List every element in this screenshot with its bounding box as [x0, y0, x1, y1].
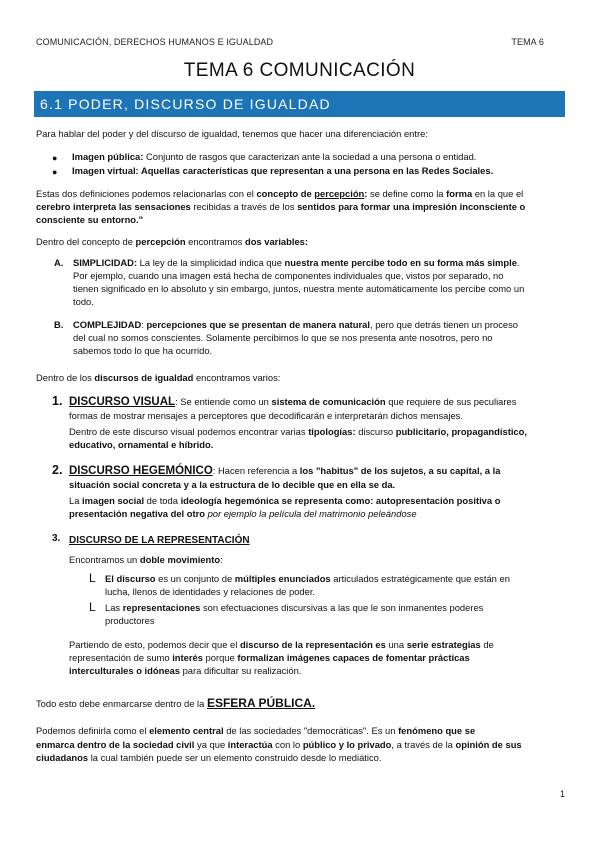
partiendo-line-3: interculturales o idóneas para dificultar su realización. — [69, 665, 302, 676]
complejidad-line-2: del cual no somos conscientes. Solamente percibimos lo que se nos presenta ante nosotros, pero no — [73, 332, 493, 343]
simplicidad-line-2: Por ejemplo, cuando una imagen está hecha de componentes individuales que, vistos por separado, no — [73, 270, 504, 281]
esfera-publica-line: Todo esto debe enmarcarse dentro de la ESFERA PÚBLICA. — [36, 696, 316, 710]
sub-item-discurso-line-1: El discurso es un conjunto de múltiples enunciados articulados estratégicamente que están en — [105, 573, 510, 584]
sub-item-representaciones-line-2: productores — [105, 615, 155, 626]
simplicidad-line-1: SIMPLICIDAD: La ley de la simplicidad indica que nuestra mente percibe todo en su forma más simple. — [73, 257, 520, 268]
sub-item-representaciones-line-1: Las representaciones son efectuaciones discursivas a las que le son inmanentes poderes — [105, 602, 484, 613]
discurso-number-1: 1. — [52, 394, 63, 408]
discurso-hegemonico-line-2: situación social concreta y a la estructura de lo decible que en ella se da. — [69, 479, 396, 490]
discurso-visual-line-3: Dentro de este discurso visual podemos encontrar varias tipologías: discurso publicitario, propagandístico, — [69, 426, 527, 437]
intro-paragraph: Para hablar del poder y del discurso de igualdad, tenemos que hacer una diferenciación entre: — [36, 128, 428, 139]
bullet-imagen-virtual: Imagen virtual: Aquellas características que representan a una persona en las Redes Sociales. — [72, 165, 494, 176]
discurso-number-3: 3. — [52, 533, 61, 544]
doble-movimiento-line: Encontramos un doble movimiento: — [69, 554, 223, 565]
discurso-visual-line-1: DISCURSO VISUAL: Se entiende como un sistema de comunicación que requiere de sus peculiares — [69, 396, 517, 408]
running-header-tema: TEMA 6 — [511, 37, 544, 47]
definition-line-3: consciente su entorno." — [36, 214, 144, 225]
discurso-representacion-title: DISCURSO DE LA REPRESENTACIÓN — [69, 535, 250, 546]
bullet-icon: ● — [52, 167, 58, 177]
bullet-icon: ● — [52, 153, 58, 163]
item-marker-b: B. — [54, 319, 64, 330]
discurso-hegemonico-line-4: presentación negativa del otro por ejemplo la película del matrimonio peleándose — [69, 508, 417, 519]
page-number: 1 — [559, 789, 565, 799]
final-line-3: ciudadanos la cual también puede ser un elemento construido desde lo mediático. — [36, 752, 382, 763]
simplicidad-line-3: tienen significado en lo absoluto y sin embargo, juntos, nuestra mente automáticamente los percibe como un — [73, 283, 525, 294]
bullet-imagen-publica: Imagen pública: Conjunto de rasgos que caracterizan ante la sociedad a una persona o entidad. — [72, 151, 477, 162]
page-title: TEMA 6 COMUNICACIÓN — [183, 60, 416, 81]
definition-line-1: Estas dos definiciones podemos relacionarlas con el concepto de percepción: se define como la forma en la que el — [36, 188, 524, 199]
partiendo-line-2: representación de sumo interés porque formalizan imágenes capaces de fomentar prácticas — [69, 652, 470, 663]
partiendo-line-1: Partiendo de esto, podemos decir que el discurso de la representación es una serie estrategias de — [69, 639, 494, 650]
discurso-visual-line-4: educativo, ornamental e híbrido. — [69, 439, 214, 450]
complejidad-line-1: COMPLEJIDAD: percepciones que se presentan de manera natural, pero que detrás tienen un proceso — [73, 319, 519, 330]
variables-intro: Dentro del concepto de percepción encontramos dos variables: — [36, 236, 309, 247]
sub-bullet-icon: L — [89, 571, 96, 585]
sub-bullet-icon: L — [89, 600, 96, 614]
discurso-number-2: 2. — [52, 463, 63, 477]
discurso-hegemonico-line-3: La imagen social de toda ideología hegemónica se representa como: autopresentación positiva o — [69, 495, 501, 506]
sub-item-discurso-line-2: lucha, llenos de identidades y relaciones de poder. — [105, 586, 316, 597]
definition-line-2: cerebro interpreta las sensaciones recibidas a través de los sentidos para formar una impresión inconsciente o — [36, 201, 526, 212]
simplicidad-line-4: todo. — [73, 296, 94, 307]
final-line-2: enmarca dentro de la sociedad civil ya que interactúa con lo público y lo privado, a través de la opinión de sus — [36, 739, 522, 750]
discursos-intro: Dentro de los discursos de igualdad encontramos varios: — [36, 372, 281, 383]
discurso-hegemonico-line-1: DISCURSO HEGEMÓNICO: Hacen referencia a los "habitus" de los sujetos, a su capital, a la — [69, 465, 501, 477]
running-header-title: COMUNICACIÓN, DERECHOS HUMANOS E IGUALDAD — [36, 37, 274, 47]
discurso-visual-line-2: formas de mostrar mensajes a perceptores que decodificarán e interpretarán dichos mensajes. — [69, 410, 463, 421]
section-heading: 6.1 PODER, DISCURSO DE IGUALDAD — [40, 96, 331, 112]
section-heading-bar — [34, 91, 565, 117]
item-marker-a: A. — [54, 257, 64, 268]
final-line-1: Podemos definirla como el elemento central de las sociedades "democráticas". Es un fenómeno que se — [36, 725, 476, 736]
complejidad-line-3: sabemos todo lo que ha ocurrido. — [73, 345, 213, 356]
